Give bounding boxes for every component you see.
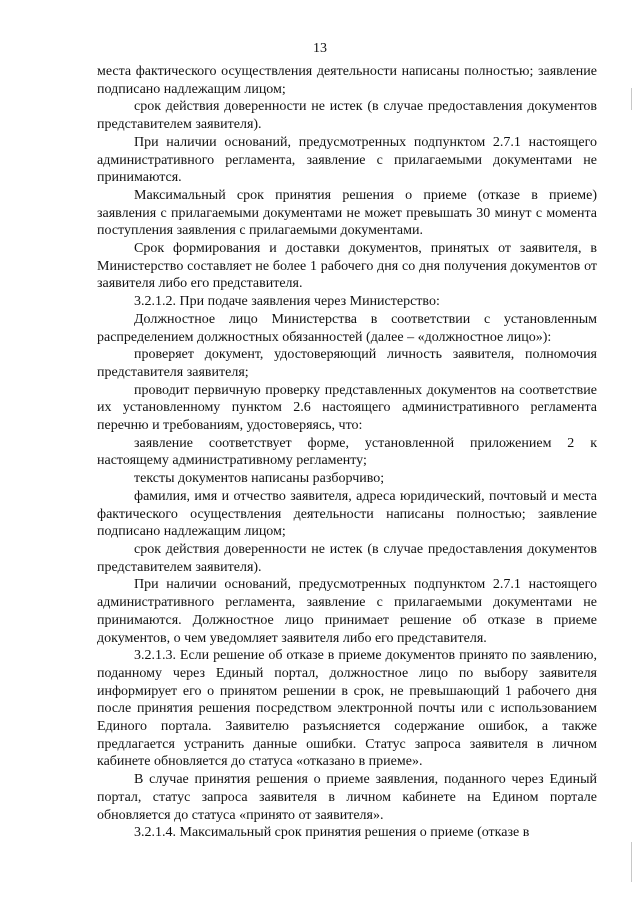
body-text: [97, 63, 597, 842]
paragraph: 3.2.1.3. Если решение об отказе в приеме документов принято по заявлению, поданному через Единый портал, должностное лицо по выбору заявителя информирует его о принятом решении в срок, не превышающий 1 рабочего дня после принятия решения посредством электронной почты или с использованием Единого портала. Заявителю разъясняется содержание ошибок, а также предлагается устранить данные ошибки. Статус запроса заявителя в личном кабинете обновляется до статуса «отказано в приеме».: [97, 648, 597, 770]
paragraph: тексты документов написаны разборчиво;: [134, 471, 385, 487]
paragraph: 3.2.1.2. При подаче заявления через Министерство:: [134, 294, 440, 310]
paragraph: срок действия доверенности не истек (в случае предоставления документов представителем заявителя).: [97, 99, 597, 133]
paragraph: фамилия, имя и отчество заявителя, адреса юридический, почтовый и места фактического осуществления деятельности написаны полностью; заявление подписано надлежащим лицом;: [97, 488, 597, 540]
paragraph: проверяет документ, удостоверяющий личность заявителя, полномочия представителя заявителя;: [97, 347, 597, 380]
page-number: 13: [313, 41, 327, 56]
paragraph: При наличии оснований, предусмотренных подпунктом 2.7.1 настоящего административного регламента, заявление с прилагаемыми документами не принимаются.: [97, 134, 597, 186]
paragraph: В случае принятия решения о приеме заявления, поданного через Единый портал, статус запроса заявителя в личном кабинете на Едином портале обновляется до статуса «принято от заявителя».: [97, 772, 597, 823]
paragraph: При наличии оснований, предусмотренных подпунктом 2.7.1 настоящего административного регламента, заявление с прилагаемыми документами не принимаются. Должностное лицо принимает решение об отказе в приеме документов, о чем уведомляет заявителя либо его представителя.: [97, 577, 597, 646]
paragraph: места фактического осуществления деятельности написаны полностью; заявление подписано надлежащим лицом;: [97, 64, 597, 97]
paragraph: 3.2.1.4. Максимальный срок принятия решения о приеме (отказе в: [134, 825, 530, 841]
paragraph: проводит первичную проверку представленных документов на соответствие их установленному пунктом 2.6 настоящего административного регламента перечню и требованиям, удостоверяясь, что:: [97, 382, 597, 434]
paragraph: заявление соответствует форме, установленной приложением 2 к настоящему административному регламенту;: [97, 435, 597, 469]
paragraph: Срок формирования и доставки документов, принятых от заявителя, в Министерство составляет не более 1 рабочего дня со дня получения документов от заявителя либо его представителя.: [97, 241, 597, 292]
paragraph: Максимальный срок принятия решения о приеме (отказе в приеме) заявления с прилагаемыми документами не может превышать 30 минут с момента поступления заявления с прилагаемыми документами.: [97, 187, 597, 239]
paragraph: Должностное лицо Министерства в соответствии с установленным распределением должностных обязанностей (далее – «должностное лицо»):: [97, 311, 597, 345]
paragraph: срок действия доверенности не истек (в случае предоставления документов представителем заявителя).: [97, 541, 597, 575]
scan-edge-mark: [631, 842, 632, 882]
scan-edge-mark: [631, 88, 632, 110]
